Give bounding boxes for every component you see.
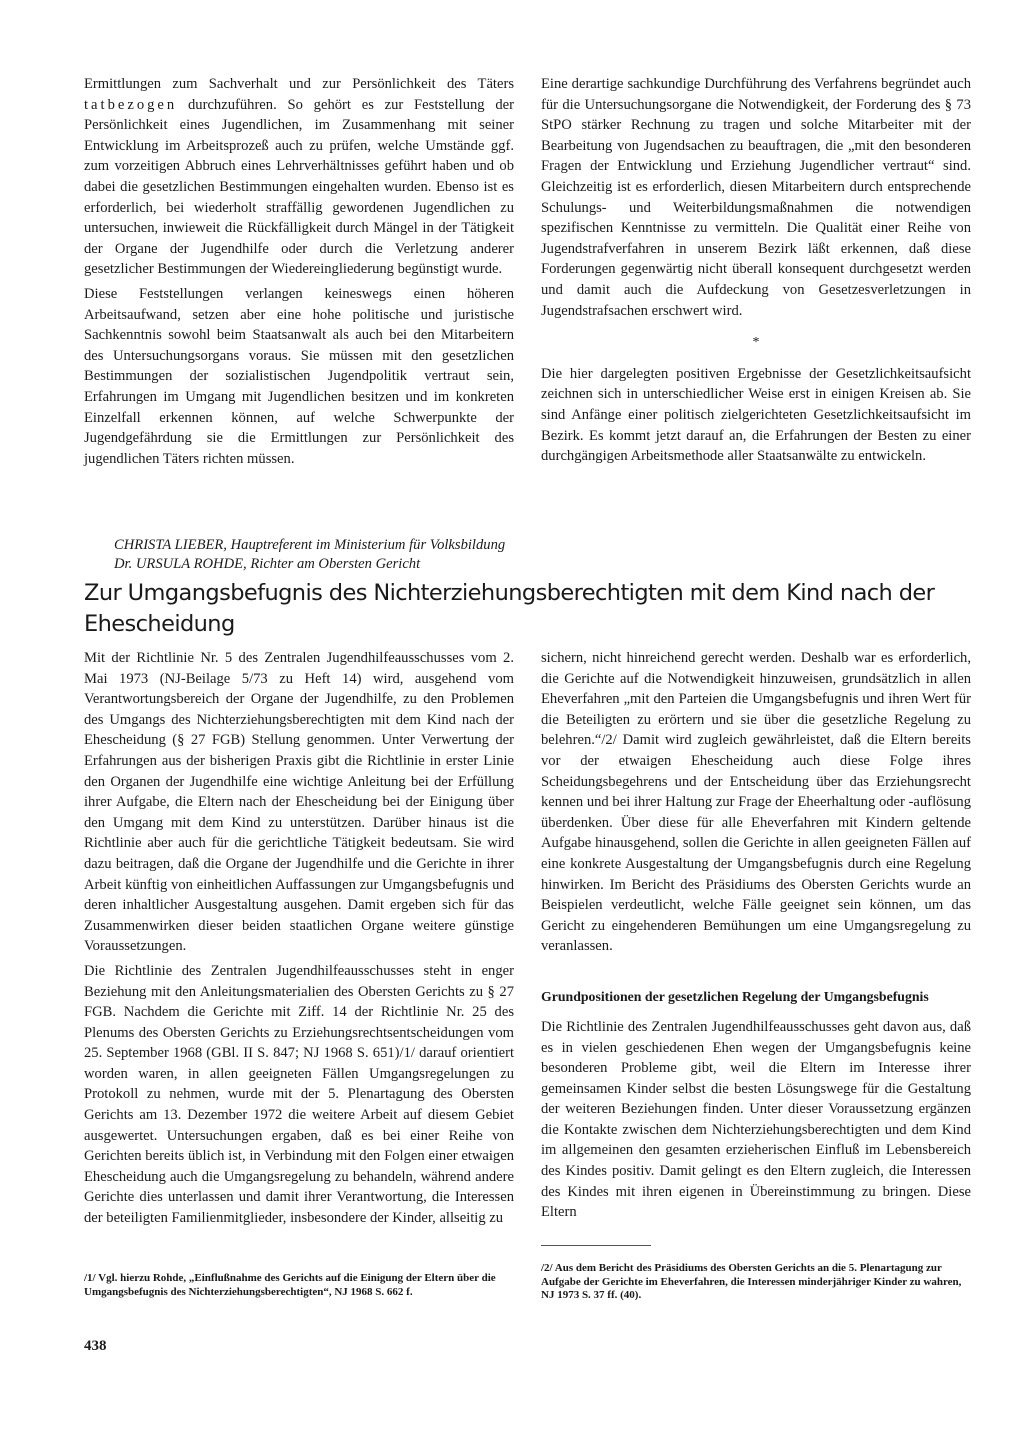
footnote-1: /1/ Vgl. hierzu Rohde, „Einflußnahme des Gerichts auf die Einigung der Eltern über die Umgangsbefugnis des Nichterziehungsberechtigten“, NJ 1968 S. 662 f. (84, 1272, 496, 1298)
article-title: Zur Umgangsbefugnis des Nichterziehungsberechtigten mit dem Kind nach der Ehescheidung (84, 580, 935, 637)
page-number: 438 (84, 1338, 107, 1354)
paragraph: Eine derartige sachkundige Durchführung des Verfahrens begründet auch für die Untersuchungsorgane die Notwendigkeit, der Forderung des § 73 StPO stärker Rechnung zu tragen und solche Mitarbeiter mit der Bearbeitung von Jugendsachen zu beauftragen, die „mit den besonderen Fragen der Entwicklung und Erziehung Jugendlicher vertraut“ sind. Gleichzeitig ist es erforderlich, diesen Mitarbeitern durch entsprechende Schulungs- und Weiterbildungsmaßnahmen die notwendigen spezifischen Kenntnisse zu vermitteln. Die Qualität einer Reihe von Jugendstrafverfahren in unserem Bezirk läßt erkennen, daß diese Forderungen gegenwärtig nicht überall konsequent durchgesetzt werden und damit auch die Aufdeckung von Gesetzesverletzungen in Jugendstrafsachen erschwert wird. (541, 76, 971, 319)
section-separator: * (752, 335, 760, 351)
paragraph: sichern, nicht hinreichend gerecht werden. Deshalb war es erforderlich, die Gerichte auf die Notwendigkeit hinzuweisen, grundsätzlich in allen Eheverfahren „mit den Parteien die Umgangsbefugnis und ihren Wert für die Beteiligten zu erörtern und sie über die gesetzliche Regelung zu belehren.“/2/ Damit wird zugleich gewährleistet, daß die Eltern bereits vor der etwaigen Ehescheidung auch diese Folge ihres Scheidungsbegehrens und der Entscheidung über das Erziehungsrecht kennen und bei ihrer Haltung zur Frage der Eheerhaltung oder -auflösung überdenken. Über diese für alle Eheverfahren mit Kindern geltende Aufgabe hinausgehend, sollen die Gerichte in allen geeigneten Fällen auf eine konkrete Ausgestaltung der Umgangsbefugnis durch eine Regelung hinwirken. Im Bericht des Präsidiums des Obersten Gerichts wurde an Beispielen verdeutlicht, welche Fälle geeignet sein können, um das Gericht zu eingehenderen Bemühungen um eine Umgangsregelung zu veranlassen. (541, 650, 971, 955)
bottom-right-column (541, 648, 971, 1227)
bottom-left-column (84, 648, 514, 1233)
spaced-word: tatbezogen (84, 96, 178, 113)
author-line: Dr. URSULA ROHDE, Richter am Obersten Gericht (114, 556, 421, 572)
author-line: CHRISTA LIEBER, Hauptreferent im Ministerium für Volksbildung (114, 537, 506, 553)
paragraph: Mit der Richtlinie Nr. 5 des Zentralen Jugendhilfeausschusses vom 2. Mai 1973 (NJ-Beilage 5/73 zu Heft 14) wird, ausgehend vom Verantwortungsbereich der Organe der Jugendhilfe, zu den Problemen des Umgangs des Nichterziehungsberechtigten mit dem Kind nach der Ehescheidung (§ 27 FGB) Stellung genommen. Unter Verwertung der Erfahrungen aus der bisherigen Praxis gibt die Richtlinie in erster Linie den Organen der Jugendhilfe eine wichtige Anleitung bei der Erfüllung ihrer Aufgabe, die Eltern nach der Ehescheidung bei der Einigung über den Umgang mit dem Kind zu unterstützen. Darüber hinaus ist die Richtlinie aber auch für die gerichtliche Tätigkeit bedeutsam. Sie wird dazu beitragen, daß die Organe der Jugendhilfe und die Gerichte in ihrer Arbeit künftig von einheitlichen Auffassungen zur Umgangsbefugnis und deren inhaltlicher Ausgestaltung ausgehen. Damit ergeben sich für das Zusammenwirken dieser beiden staatlichen Organe weitere günstige Voraussetzungen. (84, 650, 514, 955)
footnote-divider (541, 1245, 651, 1246)
author-byline (114, 536, 814, 574)
top-right-column (541, 74, 971, 471)
section-subheading: Grundpositionen der gesetzlichen Regelung der Umgangsbefugnis (541, 988, 929, 1004)
paragraph: Diese Feststellungen verlangen keineswegs einen höheren Arbeitsaufwand, setzen aber eine hohe politische und juristische Sachkenntnis sowohl beim Staatsanwalt als auch bei den Mitarbeitern des Untersuchungsorgans voraus. Sie müssen mit den gesetzlichen Bestimmungen der sozialistischen Jugendpolitik vertraut sein, Erfahrungen im Umgang mit Jugendlichen besitzen und im konkreten Einzelfall erkennen können, auf welche Schwerpunkte der Jugendgefährdung sie die Ermittlungen zur Persönlichkeit des jugendlichen Täters richten müssen. (84, 285, 514, 467)
paragraph: Die Richtlinie des Zentralen Jugendhilfeausschusses steht in enger Beziehung mit den Anleitungsmaterialien des Obersten Gerichts zu § 27 FGB. Nachdem die Gerichte mit Ziff. 14 der Richtlinie Nr. 25 des Plenums des Obersten Gerichts zu Erziehungsrechtsentscheidungen vom 25. September 1968 (GBl. II S. 847; NJ 1968 S. 651)/1/ darauf orientiert worden waren, in allen geeigneten Fällen Umgangsregelungen zu Protokoll zu nehmen, wurde mit der 5. Plenartagung des Obersten Gerichts am 13. Dezember 1972 die weitere Arbeit auf diesem Gebiet ausgewertet. Untersuchungen ergaben, daß es bei einer Reihe von Gerichten bereits üblich ist, in Verbindung mit den Folgen einer etwaigen Ehescheidung auch die Umgangsregelung zu behandeln, während andere Gerichte dies unterlassen und damit ihrer Verantwortung, die Interessen der beteiligten Familienmitglieder, insbesondere der Kinder, allseitig zu (84, 962, 514, 1227)
footnote-2: /2/ Aus dem Bericht des Präsidiums des Obersten Gerichts an die 5. Plenartagung zur Aufgabe der Gerichte im Eheverfahren, die Interessen minderjähriger Kinder zu wahren, NJ 1973 S. 37 ff. (40). (541, 1262, 962, 1301)
paragraph: Die hier dargelegten positiven Ergebnisse der Gesetzlichkeitsaufsicht zeichnen sich in unterschiedlicher Weise erst in einigen Kreisen ab. Sie sind Anfänge einer politisch zielgerichteten Gesetzlichkeitsaufsicht im Bezirk. Es kommt jetzt darauf an, die Erfahrungen der Besten zu einer durchgängigen Arbeitsmethode aller Staatsanwälte zu entwickeln. (541, 365, 971, 465)
top-left-column (84, 74, 514, 473)
paragraph: Die Richtlinie des Zentralen Jugendhilfeausschusses geht davon aus, daß es in vielen geschiedenen Ehen wegen der Umgangsbefugnis keine besonderen Probleme gibt, weil die Eltern im Interesse ihrer gemeinsamen Kinder selbst die besten Lösungswege für die Gestaltung der weiteren Beziehungen finden. Unter dieser Voraussetzung ergänzen die Kontakte zwischen dem Nichterziehungsberechtigten und dem Kind im allgemeinen den gesamten erzieherischen Einfluß im Lebensbereich des Kindes positiv. Damit gelingt es den Eltern zugleich, die Interessen des Kindes mit ihren eigenen in Übereinstimmung zu bringen. Diese Eltern (541, 1018, 971, 1221)
paragraph: Ermittlungen zum Sachverhalt und zur Persönlichkeit des Täters tatbezogen durchzuführen. So gehört es zur Feststellung der Persönlichkeit eines Jugendlichen, im Zusammenhang mit seiner Entwicklung im Arbeitsprozeß auch zu prüfen, welche Umstände ggf. zum vorzeitigen Abbruch eines Lehrverhältnisses geführt haben und ob dabei die gesetzlichen Bestimmungen eingehalten wurden. Ebenso ist es erforderlich, bei wiederholt straffällig gewordenen Jugendlichen zu untersuchen, inwieweit die Rückfälligkeit durch Mängel in der Tätigkeit der Organe der Jugendhilfe oder durch die Verletzung anderer gesetzlicher Bestimmungen der Wiedereingliederung begünstigt wurde. (84, 76, 514, 278)
